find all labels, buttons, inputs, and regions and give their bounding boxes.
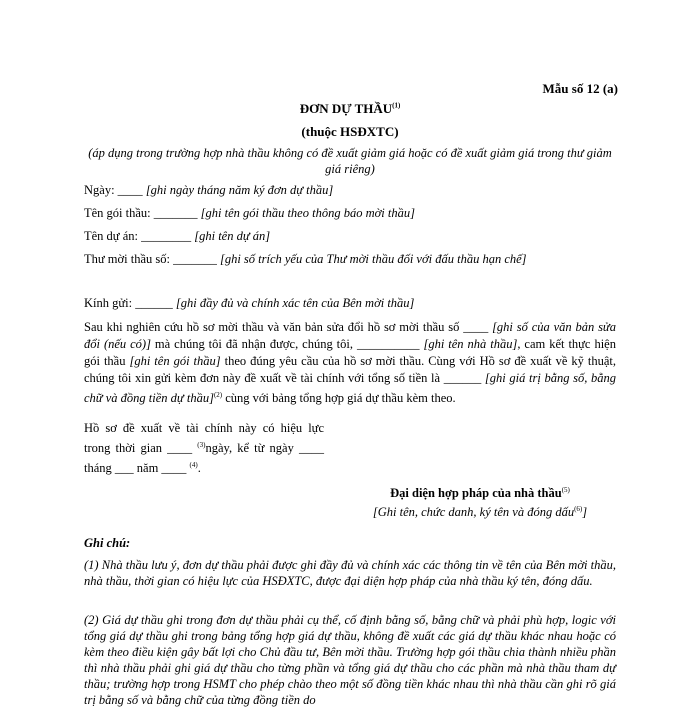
- footnote-ref: (5): [561, 486, 570, 494]
- signature-title: [340, 482, 620, 501]
- footnote-ref: (2): [213, 391, 223, 399]
- package-label: Tên gói thầu: _______: [84, 206, 201, 220]
- project-label: Tên dự án: ________: [84, 229, 195, 243]
- title-text: ĐƠN DỰ THẦU: [299, 101, 393, 116]
- invitation-hint: [ghi số trích yếu của Thư mời thầu đối với đấu thầu hạn chế]: [219, 252, 527, 266]
- body-text: Sau khi nghiên cứu hồ sơ mời thầu và văn bản sửa đổi hồ sơ mời thầu số ____: [84, 320, 493, 334]
- signature-title-text: Đại diện hợp pháp của nhà thầu: [390, 486, 562, 501]
- body-text: Hồ sơ đề xuất về tài chính này có hiệu lực trong thời gian ____: [84, 421, 324, 456]
- body-text: theo đúng yêu cầu của hồ sơ mời thầu. Cùng với Hồ sơ đề xuất về kỹ thuật, chúng tôi xin gửi kèm đơn này đề xuất về tài chính với tổng số tiền là ______: [84, 354, 617, 385]
- signature-block: [340, 482, 620, 520]
- recipient-label: Kính gửi: ______: [84, 296, 176, 310]
- note-1: (1) Nhà thầu lưu ý, đơn dự thầu phải được ghi đầy đủ và chính xác các thông tin về tên của Bên mời thầu, nhà thầu, thời gian có hiệu lực của HSĐXTC, được đại diện hợp pháp của nhà thầu ký tên, đóng dấu.: [84, 558, 616, 588]
- footnote-ref: (4): [189, 461, 198, 470]
- footnote-ref: (3): [197, 441, 206, 449]
- body-hint: [ghi số của văn bản sửa đổi (nếu có)]: [84, 320, 616, 351]
- footnote-ref: (6): [574, 505, 583, 514]
- signature-hint-end: ]: [582, 505, 588, 520]
- project-hint: [ghi tên dự án]: [194, 229, 271, 243]
- body-paragraph-2: [84, 420, 324, 477]
- body-hint: [ghi tên nhà thầu]: [423, 337, 518, 351]
- package-field: [84, 206, 415, 221]
- body-text: mà chúng tôi đã nhận được, chúng tôi, __________: [150, 337, 424, 351]
- form-number: Mẫu số 12 (a): [542, 81, 618, 96]
- body-text: cùng với bảng tổng hợp giá dự thầu kèm theo.: [222, 391, 456, 406]
- package-hint: [ghi tên gói thầu theo thông báo mời thầu]: [200, 206, 415, 220]
- signature-hint-text: [Ghi tên, chức danh, ký tên và đóng dấu: [372, 505, 575, 520]
- project-field: [84, 229, 270, 244]
- signature-hint: [340, 501, 620, 520]
- invitation-label: Thư mời thầu số: _______: [84, 252, 220, 266]
- document-subtitle: (thuộc HSĐXTC): [301, 124, 399, 139]
- date-hint: [ghi ngày tháng năm ký đơn dự thầu]: [145, 183, 334, 197]
- body-paragraph-1: [84, 319, 616, 407]
- body-text: .: [197, 461, 201, 476]
- body-hint: [ghi giá trị bằng số, bằng chữ và đồng tiền dự thầu]: [84, 371, 616, 406]
- body-text: , cam kết thực hiện gói thầu: [84, 337, 616, 368]
- notes-heading: Ghi chú:: [84, 536, 131, 550]
- recipient-hint: [ghi đầy đủ và chính xác tên của Bên mời thầu]: [175, 296, 415, 310]
- title-footnote-ref: (1): [392, 101, 401, 110]
- invitation-field: [84, 252, 527, 267]
- applicability-note: (áp dụng trong trường hợp nhà thầu không có đề xuất giảm giá hoặc có đề xuất giảm giá trong thư giảm giá riêng): [88, 146, 612, 176]
- body-text: ngày, kể từ ngày ____ tháng ___ năm ____: [84, 441, 324, 476]
- date-label: Ngày: ____: [84, 183, 146, 197]
- document-title: [0, 101, 700, 117]
- note-2: (2) Giá dự thầu ghi trong đơn dự thầu phải cụ thể, cố định bằng số, bằng chữ và phải phù hợp, logic với tổng giá dự thầu ghi trong bảng tổng hợp giá dự thầu, không đề xuất các giá dự thầu khác nhau hoặc có kèm theo điều kiện gây bất lợi cho Chủ đầu tư, Bên mời thầu. Trường hợp gói thầu chia thành nhiều phần thì nhà thầu phải ghi giá dự thầu cho từng phần và tổng giá dự thầu cho các phần mà nhà thầu tham dự thầu; trường hợp trong HSMT cho phép chào theo một số đồng tiền khác nhau thì nhà thầu cần ghi rõ giá trị bằng số và bằng chữ của từng đồng tiền do: [84, 613, 616, 707]
- recipient-field: [84, 296, 414, 311]
- date-field: [84, 183, 333, 198]
- body-hint: [ghi tên gói thầu]: [129, 354, 221, 368]
